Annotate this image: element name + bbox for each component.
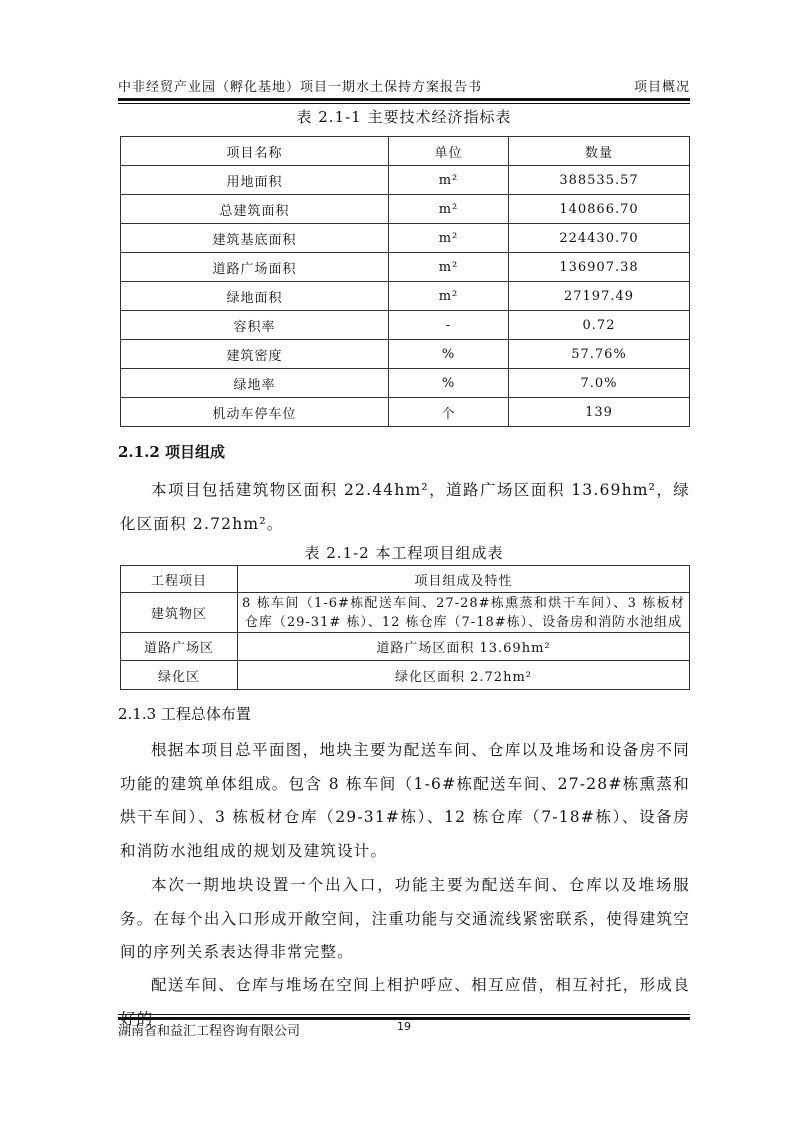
table-cell: 27197.49 (509, 282, 690, 311)
table-cell: m² (389, 195, 509, 224)
table-cell: 8 栋车间（1-6#栋配送车间、27-28#栋熏蒸和烘干车间）、3 栋板材仓库（29-31# 栋）、12 栋仓库（7-18#栋）、设备房和消防水池组成 (238, 593, 690, 633)
table-row (121, 661, 690, 690)
page-header (118, 76, 690, 95)
table-cell: 数量 (509, 137, 690, 166)
table-cell: m² (389, 253, 509, 282)
header-title: 中非经贸产业园（孵化基地）项目一期水土保持方案报告书 (118, 80, 483, 95)
table-cell: - (389, 311, 509, 340)
section-2-1-3-paragraph-3: 配送车间、仓库与堆场在空间上相护呼应、相互应借，相互衬托，形成良 (151, 976, 690, 994)
table-row (121, 633, 690, 661)
table-cell: 总建筑面积 (121, 195, 389, 224)
table-cell: 单位 (389, 137, 509, 166)
table-row (121, 340, 690, 369)
tech-econ-table (120, 136, 690, 427)
table-cell: 工程项目 (121, 566, 238, 593)
page-number: 19 (397, 1020, 411, 1033)
table-cell: 140866.70 (509, 195, 690, 224)
table-cell: 用地面积 (121, 166, 389, 195)
table-cell: 388535.57 (509, 166, 690, 195)
table-cell: 机动车停车位 (121, 398, 389, 427)
table-row (121, 369, 690, 398)
table-cell: m² (389, 224, 509, 253)
table-cell: 道路广场区面积 13.69hm² (238, 633, 690, 661)
table-cell: % (389, 369, 509, 398)
table-cell: 容积率 (121, 311, 389, 340)
table-header-row (121, 566, 690, 593)
header-rule (118, 98, 690, 101)
table-cell: 136907.38 (509, 253, 690, 282)
section-heading-2-1-2: 2.1.2 项目组成 (118, 443, 225, 461)
table-cell: m² (389, 166, 509, 195)
composition-table (120, 565, 690, 690)
table2-caption: 表 2.1-2 本工程项目组成表 (304, 544, 504, 562)
table-cell: 绿化区面积 2.72hm² (238, 661, 690, 690)
table-row (121, 398, 690, 427)
section-heading-2-1-3: 2.1.3 工程总体布置 (118, 705, 251, 723)
table-row (121, 282, 690, 311)
table-row (121, 593, 690, 633)
table-cell: 139 (509, 398, 690, 427)
table-cell: 建筑密度 (121, 340, 389, 369)
table-cell: m² (389, 282, 509, 311)
table-cell: 个 (389, 398, 509, 427)
table-cell: 项目名称 (121, 137, 389, 166)
section-2-1-3-paragraph-1: 根据本项目总平面图，地块主要为配送车间、仓库以及堆场和设备房不同功能的建筑单体组成。包含 8 栋车间（1-6#栋配送车间、27-28#栋熏蒸和烘干车间）、3 栋板材仓库（29-31#栋）、12 栋仓库（7-18#栋）、设备房和消防水池组成的规划及建筑设计。 (120, 741, 690, 860)
table-row (121, 311, 690, 340)
table-cell: 项目组成及特性 (238, 566, 690, 593)
table-row (121, 166, 690, 195)
table-row (121, 195, 690, 224)
table-cell: 0.72 (509, 311, 690, 340)
table-cell: 建筑物区 (121, 593, 238, 633)
table-cell: 道路广场面积 (121, 253, 389, 282)
table-cell: 7.0% (509, 369, 690, 398)
section-2-1-3-paragraph-2: 本次一期地块设置一个出入口，功能主要为配送车间、仓库以及堆场服务。在每个出入口形成开敞空间，注重功能与交通流线紧密联系，使得建筑空间的序列关系表达得非常完整。 (120, 876, 690, 961)
footer-company: 湖南省和益汇工程咨询有限公司 (118, 1024, 301, 1039)
footer-rule-thin (118, 1014, 690, 1015)
table-header-row (121, 137, 690, 166)
header-rule-thin (118, 103, 690, 104)
table-row (121, 253, 690, 282)
table-cell: 建筑基底面积 (121, 224, 389, 253)
table-row (121, 224, 690, 253)
table-cell: 绿地面积 (121, 282, 389, 311)
section-2-1-2-paragraph: 本项目包括建筑物区面积 22.44hm²，道路广场区面积 13.69hm²，绿化区面积 2.72hm²。 (120, 481, 690, 533)
table-cell: 57.76% (509, 340, 690, 369)
table1-caption: 表 2.1-1 主要技术经济指标表 (296, 108, 512, 126)
table-cell: 绿化区 (121, 661, 238, 690)
header-section: 项目概况 (633, 80, 690, 95)
table-cell: 绿地率 (121, 369, 389, 398)
table-cell: 道路广场区 (121, 633, 238, 661)
table-cell: 224430.70 (509, 224, 690, 253)
table-cell: % (389, 340, 509, 369)
